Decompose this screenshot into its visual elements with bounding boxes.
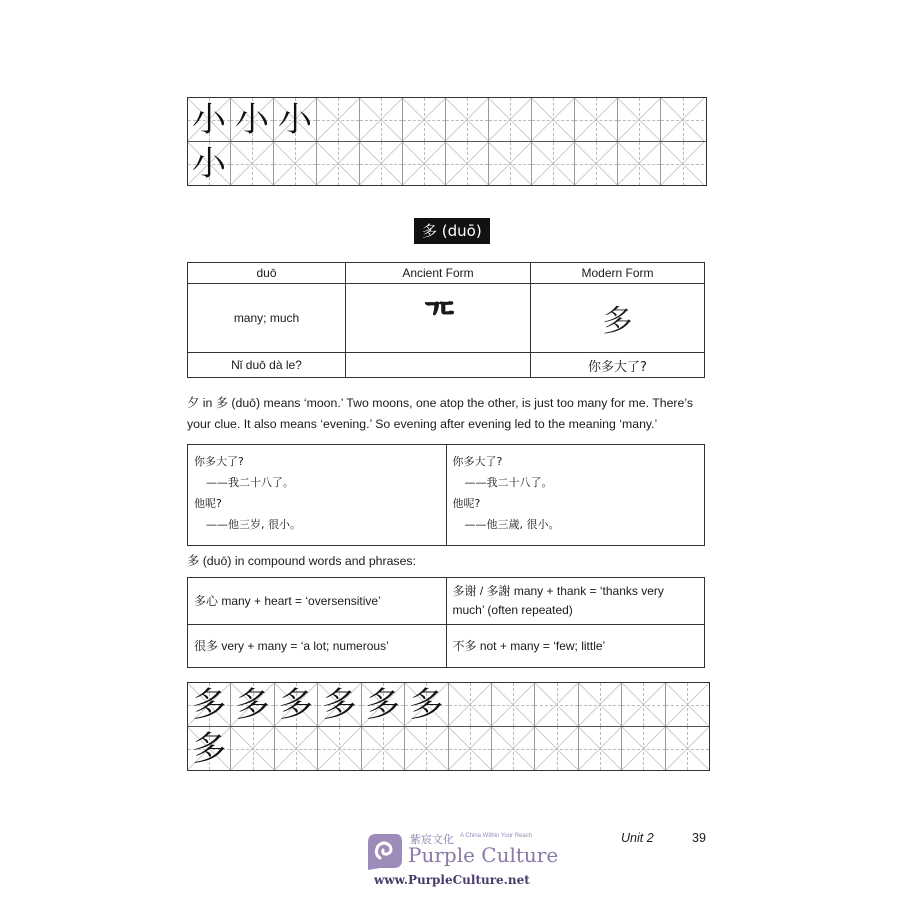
- header-ancient-form: Ancient Form: [346, 263, 531, 284]
- grid-cell: [535, 683, 578, 726]
- watermark-url: www.PurpleCulture.net: [374, 873, 530, 887]
- grid-cell: [231, 683, 274, 726]
- watermark-tagline: A China Within Your Reach: [460, 833, 533, 839]
- grid-cell: [403, 98, 446, 141]
- practice-char: 多: [279, 684, 314, 725]
- header-pinyin: duō: [188, 263, 346, 284]
- grid-cell: [188, 683, 231, 726]
- ancient-glyph: ᄀᄃ: [418, 297, 458, 348]
- grid-cell: [449, 727, 492, 770]
- grid-cell: [618, 142, 661, 185]
- grid-cell: [618, 98, 661, 141]
- compound-cell: 很多 very + many = ‘a lot; numerous’: [188, 625, 447, 668]
- grid-row: [188, 98, 706, 141]
- grid-cell: [360, 142, 403, 185]
- grid-cell: [318, 683, 361, 726]
- grid-cell: [362, 683, 405, 726]
- modern-form-cell: [531, 284, 705, 353]
- page-number: 39: [692, 831, 706, 845]
- example-line: 他呢?: [194, 497, 222, 510]
- practice-grid-xiao: [187, 97, 707, 186]
- grid-cell: [661, 142, 704, 185]
- watermark: [360, 830, 560, 890]
- practice-char: 小: [278, 99, 312, 140]
- traditional-examples: [446, 445, 705, 546]
- grid-cell: [492, 727, 535, 770]
- grid-cell: [666, 683, 709, 726]
- modern-glyph: 多: [602, 304, 633, 339]
- explanation-paragraph: 夕 in 多 (duō) means ‘moon.’ Two moons, one atop the other, is just too many for me. There’s your clue. It also means ‘evening.’ So evening after evening led to the meaning ‘many.’: [187, 396, 694, 431]
- example-sentences: [187, 444, 705, 546]
- practice-char: 小: [235, 99, 269, 140]
- grid-cell: [403, 142, 446, 185]
- compound-cell: 不多 not + many = ‘few; little’: [446, 625, 705, 668]
- grid-cell: [492, 683, 535, 726]
- grid-row: [188, 141, 706, 185]
- watermark-name: Purple Culture: [408, 843, 559, 867]
- grid-cell: [188, 98, 231, 141]
- grid-cell: [535, 727, 578, 770]
- compound-cell: 多谢 / 多謝 many + thank = ‘thanks very much’ (often repeated): [446, 578, 705, 625]
- purple-culture-logo-icon: [360, 830, 404, 874]
- compound-cell: 多心 many + heart = ‘oversensitive’: [188, 578, 447, 625]
- grid-cell: [579, 727, 622, 770]
- grid-cell: [231, 142, 274, 185]
- grid-cell: [274, 98, 317, 141]
- grid-cell: [449, 683, 492, 726]
- grid-row: [188, 683, 709, 726]
- example-line: 他呢?: [452, 497, 481, 510]
- grid-cell: [317, 98, 360, 141]
- practice-char: 小: [192, 143, 226, 184]
- practice-char: 多: [192, 684, 227, 725]
- grid-cell: [622, 683, 665, 726]
- grid-cell: [362, 727, 405, 770]
- practice-char: 小: [192, 99, 226, 140]
- practice-grid-duo: [187, 682, 710, 771]
- grid-cell: [275, 727, 318, 770]
- grid-cell: [575, 142, 618, 185]
- example-chinese: 你多大了?: [531, 353, 705, 378]
- grid-cell: [231, 98, 274, 141]
- practice-char: 多: [192, 728, 227, 769]
- compound-table: [187, 577, 705, 668]
- grid-cell: [532, 98, 575, 141]
- example-line: ——我二十八了。: [464, 476, 553, 489]
- practice-char: 多: [235, 684, 270, 725]
- grid-row: [188, 726, 709, 770]
- practice-char: 多: [365, 684, 400, 725]
- example-line: ——他三歲, 很小。: [464, 518, 560, 531]
- grid-cell: [274, 142, 317, 185]
- header-modern-form: Modern Form: [531, 263, 705, 284]
- grid-cell: [446, 98, 489, 141]
- simplified-examples: [188, 445, 447, 546]
- grid-cell: [446, 142, 489, 185]
- example-line: 你多大了?: [194, 455, 244, 468]
- ancient-form-cell: [346, 284, 531, 353]
- grid-cell: [579, 683, 622, 726]
- example-empty: [346, 353, 531, 378]
- grid-cell: [188, 727, 231, 770]
- compound-heading: 多 (duō) in compound words and phrases:: [187, 554, 416, 568]
- practice-char: 多: [322, 684, 357, 725]
- unit-label: Unit 2: [621, 831, 654, 845]
- example-line: ——他三岁, 很小。: [206, 518, 301, 531]
- example-line: ——我二十八了。: [206, 476, 294, 489]
- grid-cell: [405, 683, 448, 726]
- grid-cell: [532, 142, 575, 185]
- grid-cell: [622, 727, 665, 770]
- grid-cell: [188, 142, 231, 185]
- character-table: [187, 262, 705, 378]
- character-heading: 多 (duō): [414, 218, 490, 244]
- grid-cell: [661, 98, 704, 141]
- meaning-cell: many; much: [188, 284, 346, 353]
- grid-cell: [489, 98, 532, 141]
- watermark-chinese: 紫宸文化: [410, 833, 454, 846]
- grid-cell: [318, 727, 361, 770]
- grid-cell: [489, 142, 532, 185]
- practice-char: 多: [409, 684, 444, 725]
- example-line: 你多大了?: [452, 455, 503, 468]
- grid-cell: [666, 727, 709, 770]
- grid-cell: [405, 727, 448, 770]
- grid-cell: [231, 727, 274, 770]
- grid-cell: [317, 142, 360, 185]
- example-pinyin: Nǐ duō dà le?: [188, 353, 346, 378]
- grid-cell: [275, 683, 318, 726]
- grid-cell: [360, 98, 403, 141]
- grid-cell: [575, 98, 618, 141]
